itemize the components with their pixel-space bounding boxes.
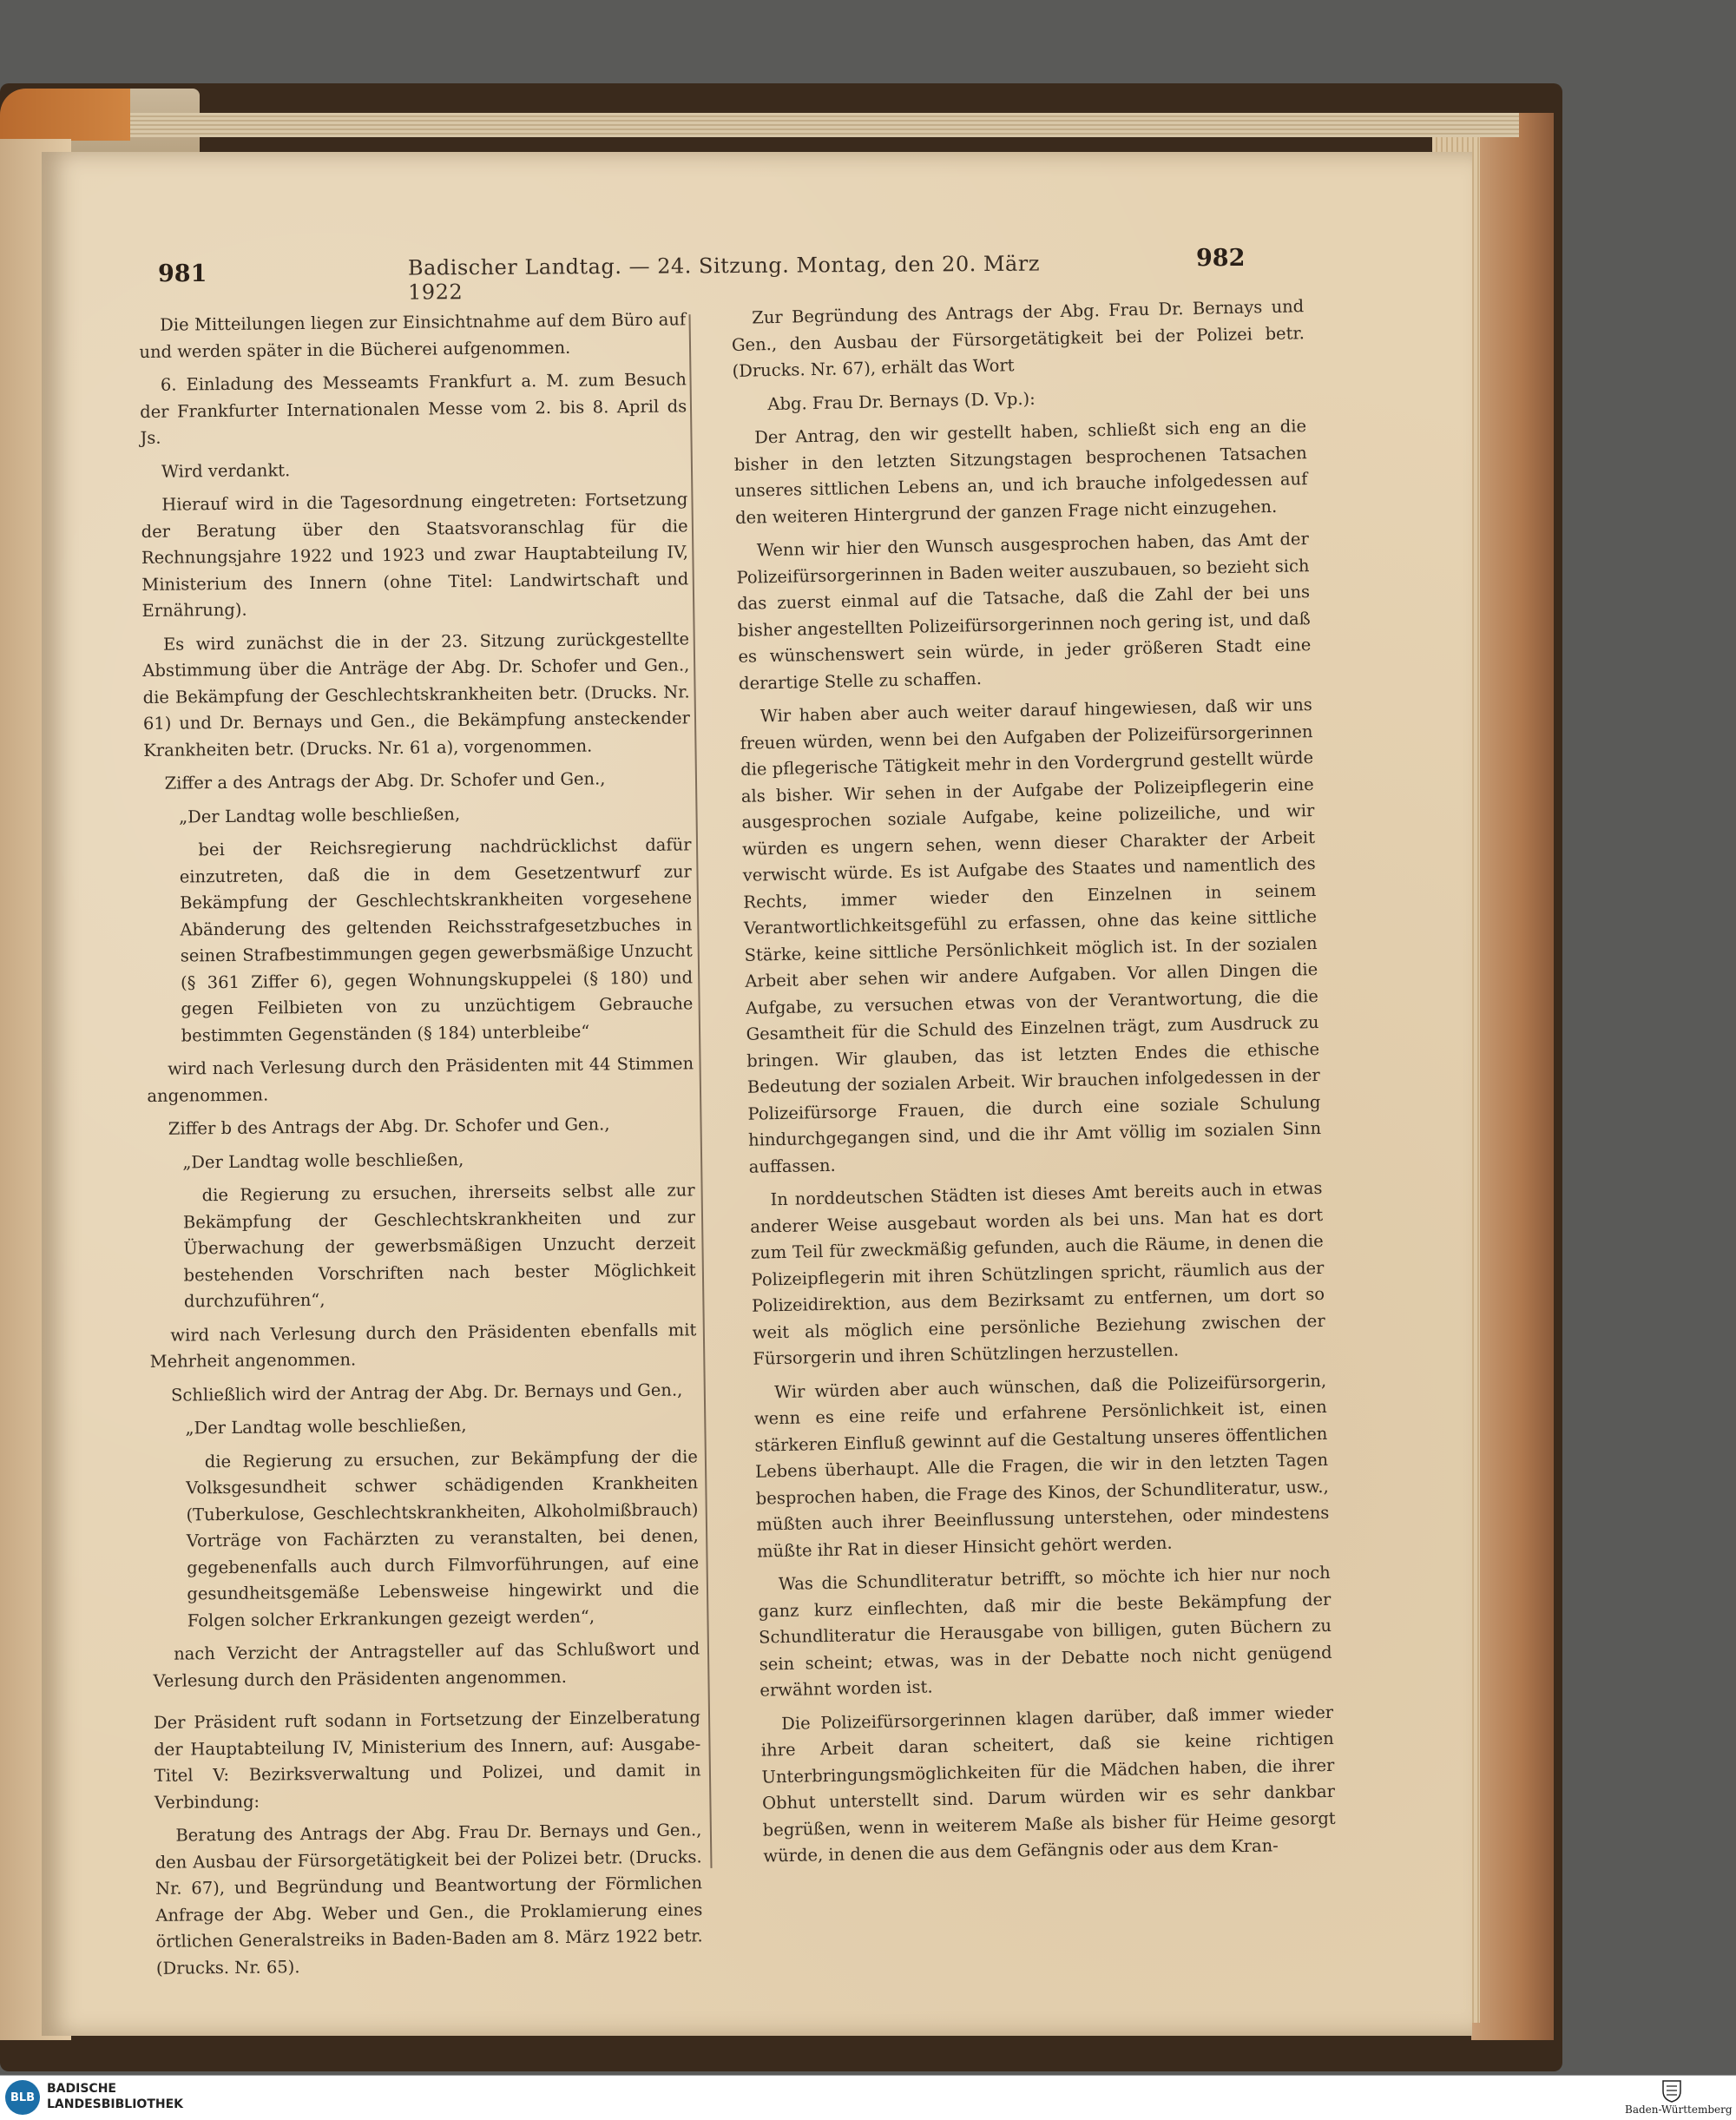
paragraph: Wenn wir hier den Wunsch ausgesprochen haben, das Amt der Polizeifürsorgerinnen in Baden weiter auszubauen, so bezieht sich das zuerst einmal auf die Tatsache, daß die Zahl der bei uns bisher angestellten Polizeifürsorgerinnen noch gering ist, und daß es wünschenswert sein würde, in jeder größeren Stadt eine derartige Stelle zu schaffen. [736,529,1312,694]
left-text-column [139,306,703,1988]
quote-intro: „Der Landtag wolle beschließen, [182,1149,464,1173]
paragraph: nach Verzicht der Antragsteller auf das Schlußwort und Verlesung durch den Präsidenten angenommen. [153,1638,700,1691]
paragraph: Die Mitteilungen liegen zur Einsichtnahme auf dem Büro auf und werden später in die Bücherei aufgenommen. [139,309,687,362]
blb-logo-icon[interactable]: BLB [5,2080,40,2115]
page-number-left: 981 [158,260,207,287]
quote-intro: „Der Landtag wolle beschließen, [178,803,461,827]
page-top-edges [130,113,1519,137]
paragraph: Der Antrag, den wir gestellt haben, schließt sich eng an die bisher in den letzten Sitzungstagen besprochenen Tatsachen unseres sittlichen Lebens an, und ich brauche infolgedessen auf den weiteren Hintergrund der ganzen Frage nicht einzugehen. [733,416,1308,528]
coat-of-arms-icon [1658,2077,1686,2104]
quoted-motion: bei der Reichsregierung nachdrücklichst dafür einzutreten, daß die in dem Gesetzentwurf zur Bekämpfung der Geschlechtskrankheiten vorgesehene Abänderung des geltenden Reichsstrafgesetzbuches in seinen Strafbestimmungen gegen gewerbsmäßige Unzucht (§ 361 Ziffer 6), gegen Wohnungskuppelei (§ 180) und gegen Feilbieten von zu unzüchtigem Gebrauche bestimmten Gegenständen (§ 184) unterbleibe“ [179,834,694,1046]
running-title: Badischer Landtag. — 24. Sitzung. Montag, den 20. März 1922 [407,251,1041,305]
library-name-line1: BADISCHE [47,2082,116,2096]
library-name-line2: LANDESBIBLIOTHEK [47,2097,184,2111]
footer-bar [0,2075,1736,2120]
paragraph: Zur Begründung des Antrags der Abg. Frau Dr. Bernays und Gen., den Ausbau der Fürsorgetätigkeit bei der Polizei betr. (Drucks. Nr. 67), erhält das Wort [731,296,1305,381]
library-name[interactable] [47,2081,183,2112]
paragraph: wird nach Verlesung durch den Präsidenten mit 44 Stimmen angenommen. [147,1053,694,1106]
paragraph-agenda: Beratung des Antrags der Abg. Frau Dr. Bernays und Gen., den Ausbau der Fürsorgetätigkeit bei der Polizei betr. (Drucks. Nr. 67), und Begründung und Beantwortung der Förmlichen Anfrage der Abg. Weber und Gen., die Proklamierung eines örtlichen Generalstreiks in Baden-Baden am 8. März 1922 betr. (Drucks. Nr. 65). [155,1820,703,1978]
page-number-right: 982 [1196,245,1246,272]
paragraph: Wird verdankt. [161,459,291,482]
paragraph: In norddeutschen Städten ist dieses Amt bereits auch in etwas anderer Weise ausgebaut worden als bei uns. Man hat es dort zum Teil für zweckmäßig gefunden, auch die Räume, in denen die Polizeipflegerin mit ihren Schützlingen spricht, räumlich aus der Polizeidirektion, aus dem Bezirksamt zu entfernen, um dort so weit als möglich eine persönliche Beziehung zwischen der Fürsorgerin und ihren Schützlingen herzustellen. [749,1177,1325,1369]
paragraph: Die Polizeifürsorgerinnen klagen darüber, daß immer wieder ihre Arbeit daran scheitert, daß sie keine richtigen Unterbringungsmöglichkeiten für die Mädchen haben, die ihrer Obhut unterstellt sind. Darum würden wir es sehr dankbar begrüßen, wenn in weiterem Maße als bisher für Heime gesorgt würde, in denen die aus dem Gefängnis oder aus dem Kran- [760,1702,1336,1867]
paragraph: Es wird zunächst die in der 23. Sitzung zurückgestellte Abstimmung über die Anträge der Abg. Dr. Schofer und Gen., die Bekämpfung der Geschlechtskrankheiten betr. (Drucks. Nr. 61) und Dr. Bernays und Gen., die Bekämpfung ansteckender Krankheiten betr. (Drucks. Nr. 61 a), vorgenommen. [142,628,691,760]
paragraph: Der Präsident ruft sodann in Fortsetzung der Einzelberatung der Hauptabteilung IV, Ministerium des Innern, auf: Ausgabe-Titel V: Bezirksverwaltung und Polizei, und damit in Verbindung: [153,1707,701,1813]
paragraph: 6. Einladung des Messeamts Frankfurt a. M. zum Besuch der Frankfurter Internationalen Messe vom 2. bis 8. April ds Js. [140,369,687,448]
paragraph: wird nach Verlesung durch den Präsidenten ebenfalls mit Mehrheit angenommen. [149,1319,697,1372]
speaker-line: Abg. Frau Dr. Bernays (D. Vp.): [767,388,1036,414]
quote-intro: „Der Landtag wolle beschließen, [185,1415,467,1439]
leather-binding [0,89,130,141]
paragraph: Ziffer a des Antrags der Abg. Dr. Schofer und Gen., [164,768,606,793]
paragraph: Hierauf wird in die Tagesordnung eingetreten: Fortsetzung der Beratung über den Staatsvoranschlag für die Rechnungsjahre 1922 und 1923 und zwar Hauptabteilung IV, Ministerium des Innern (ohne Titel: Landwirtschaft und Ernährung). [141,489,689,621]
paragraph: Wir haben aber auch weiter darauf hingewiesen, daß wir uns freuen würden, wenn bei den Aufgaben der Polizeifürsorgerinnen die pflegerische Tätigkeit mehr in den Vordergrund gestellt würde als bisher. Wir sehen in der Aufgabe der Polizeipflegerin eine ausgesprochen soziale Aufgabe, keine polizeiliche, und wir würden es ungern sehen, wenn dieser Charakter der Arbeit verwischt würde. Es ist Aufgabe des Staates und namentlich des Rechts, immer wieder den Einzelnen in seinem Verantwortlichkeitsgefühl zu erfassen, ohne das keine sittliche Stärke, keine sittliche Persönlichkeit möglich ist. In der sozialen Arbeit aber sehen wir andere Aufgaben. Vor allen Dingen die Aufgabe, zu versuchen etwas von der Verantwortung, die die Gesamtheit für die Schuld des Einzelnen trägt, zum Ausdruck zu bringen. Wir glauben, das ist letzten Endes die ethische Bedeutung der sozialen Arbeit. Wir brauchen infolgedessen in der Polizeifürsorge Frauen, die durch eine soziale Schulung hindurchgegangen sind, und die ihr Amt völlig im sozialen Sinn auffassen. [740,695,1322,1177]
paragraph: Was die Schundliteratur betrifft, so möchte ich hier nur noch ganz kurz einflechten, daß mir die beste Bekämpfung der Schundliteratur die Herausgabe von billigen, guten Büchern zu sein scheint; etwas, was in der Debatte noch nicht genügend erwähnt worden ist. [758,1562,1332,1701]
paragraph: Schließlich wird der Antrag der Abg. Dr. Bernays und Gen., [170,1379,683,1406]
state-label: Baden-Württemberg [1625,2104,1733,2116]
right-text-column [731,293,1337,1877]
paragraph: Ziffer b des Antrags der Abg. Dr. Schofer und Gen., [168,1114,610,1139]
book-cover-edge [1471,113,1554,2040]
quoted-motion: die Regierung zu ersuchen, ihrerseits selbst alle zur Bekämpfung der Geschlechtskrankheiten und zur Überwachung der gewerbsmäßigen Unzucht derzeit bestehenden Vorschriften nach bester Möglichkeit durchzuführen“, [182,1180,696,1312]
paragraph: Wir würden aber auch wünschen, daß die Polizeifürsorgerin, wenn es eine reife und erfahrene Persönlichkeit ist, einen stärkeren Einfluß gewinnt auf die Gestaltung unseres öffentlichen Lebens überhaupt. Alle die Fragen, die wir in den letzten Tagen besprochen haben, die Frage des Kinos, der Schundliteratur, usw., müßten auch ihrer Beeinflussung unterstehen, oder mindestens müßte ihr Rat in dieser Hinsicht gehört werden. [753,1370,1330,1562]
quoted-motion: die Regierung zu ersuchen, zur Bekämpfung der die Volksgesundheit schwer schädigenden Krankheiten (Tuberkulose, Geschlechtskrankheiten, Alkoholmißbrauch) Vorträge von Fachärzten zu veranstalten, bei denen, gegebenenfalls auch durch Filmvorführungen, auf eine gesundheitsgemäße Lebensweise hingewirkt und die Folgen solcher Erkrankungen gezeigt werden“, [186,1445,700,1630]
